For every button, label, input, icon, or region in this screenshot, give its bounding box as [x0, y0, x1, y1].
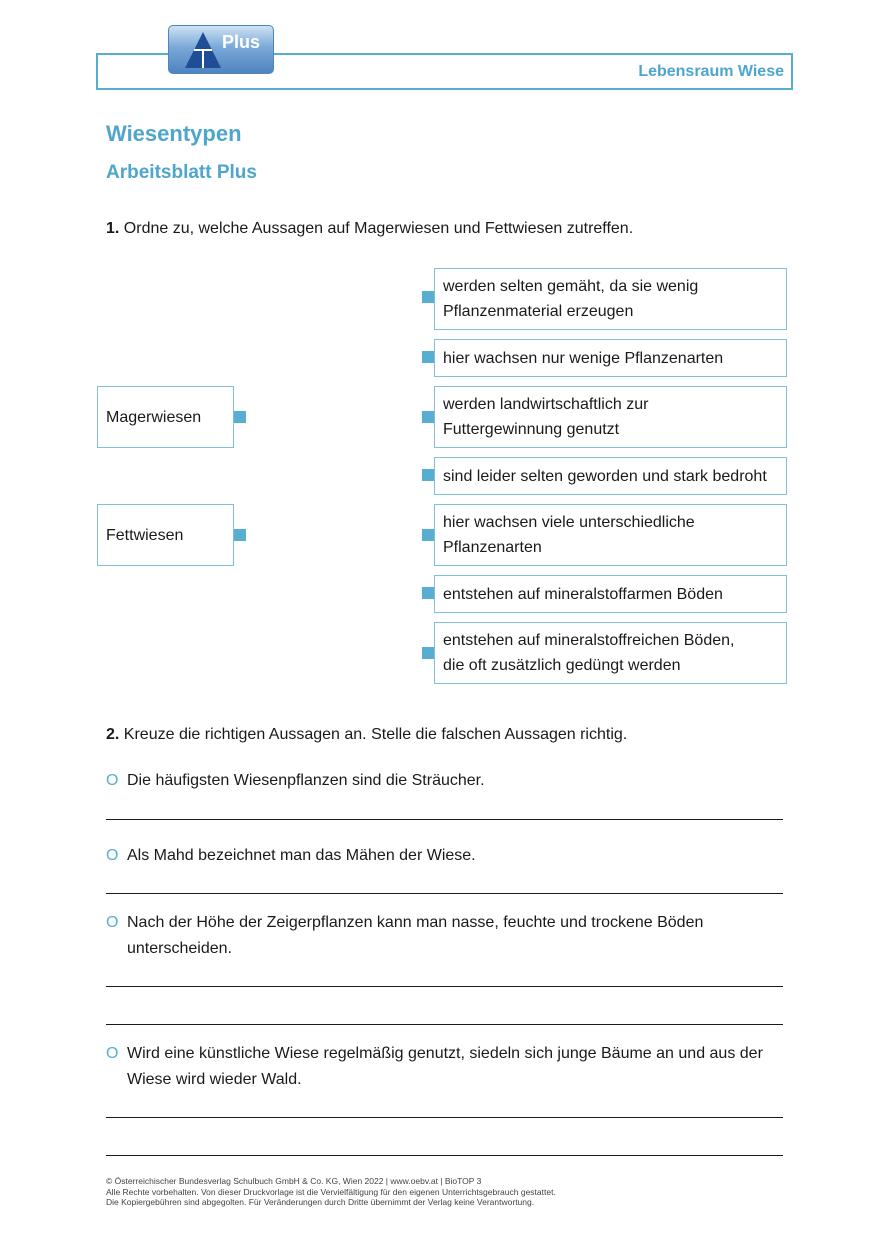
answer-line[interactable]	[106, 893, 783, 894]
page-subtitle: Arbeitsblatt Plus	[106, 162, 257, 183]
statement-line: unterscheiden.	[127, 940, 232, 957]
triangle-logo-icon	[183, 30, 223, 70]
checkbox-circle[interactable]: O	[106, 1045, 119, 1062]
right-box	[434, 504, 787, 566]
checkbox-circle[interactable]: O	[106, 772, 119, 789]
connector-dot-right[interactable]	[422, 529, 434, 541]
task1-instruction	[106, 220, 633, 238]
statement-line: Als Mahd bezeichnet man das Mähen der Wiese.	[127, 847, 476, 864]
right-box-line: werden selten gemäht, da sie wenig	[443, 278, 699, 295]
right-box-line: hier wachsen nur wenige Pflanzenarten	[443, 349, 724, 367]
task2-number: 2.	[106, 726, 120, 743]
right-box-line: sind leider selten geworden und stark bedroht	[443, 467, 767, 485]
statement	[127, 768, 787, 794]
logo-text: Plus	[222, 32, 261, 52]
connector-dot-right[interactable]	[422, 411, 434, 423]
left-box-label: Fettwiesen	[106, 526, 184, 544]
statement	[127, 843, 787, 869]
statement-line: Die häufigsten Wiesenpflanzen sind die Sträucher.	[127, 772, 485, 789]
checkbox-circle[interactable]: O	[106, 847, 119, 864]
checkbox-circle[interactable]: O	[106, 914, 119, 931]
answer-line[interactable]	[106, 1024, 783, 1025]
connector-dot-right[interactable]	[422, 587, 434, 599]
right-box	[434, 457, 787, 495]
footer-line: Alle Rechte vorbehalten. Von dieser Druckvorlage ist die Vervielfältigung für den eigenen Unterrichtsgebrauch gestattet.	[106, 1186, 556, 1197]
answer-line[interactable]	[106, 1117, 783, 1118]
task1-number: 1.	[106, 220, 120, 237]
connector-dot-right[interactable]	[422, 647, 434, 659]
right-box-line: die oft zusätzlich gedüngt werden	[443, 657, 681, 674]
right-box-line: Futtergewinnung genutzt	[443, 421, 620, 438]
statement	[127, 910, 787, 962]
footer-line: Die Kopiergebühren sind abgegolten. Für Veränderungen durch Dritte übernimmt der Verlag keine Verantwortung.	[106, 1197, 535, 1207]
task1-text: Ordne zu, welche Aussagen auf Magerwiesen und Fettwiesen zutreffen.	[123, 220, 634, 237]
footer	[106, 1176, 556, 1208]
statement-line: Nach der Höhe der Zeigerpflanzen kann man nasse, feuchte und trockene Böden	[127, 914, 704, 931]
statement-line: Wiese wird wieder Wald.	[127, 1071, 302, 1088]
statement	[127, 1041, 787, 1093]
connector-dot-right[interactable]	[422, 351, 434, 363]
right-box	[434, 339, 787, 377]
right-box-line: hier wachsen viele unterschiedliche	[443, 514, 695, 531]
right-box	[434, 622, 787, 684]
right-box-line: entstehen auf mineralstoffarmen Böden	[443, 585, 723, 603]
left-box-magerwiesen	[97, 386, 234, 448]
answer-line[interactable]	[106, 819, 783, 820]
connector-dot-left[interactable]	[234, 529, 246, 541]
right-box-line: Pflanzenarten	[443, 539, 542, 556]
right-box-line: entstehen auf mineralstoffreichen Böden,	[443, 632, 735, 649]
left-box-fettwiesen	[97, 504, 234, 566]
footer-line: © Österreichischer Bundesverlag Schulbuch GmbH & Co. KG, Wien 2022 | www.oebv.at | BioTOP 3	[106, 1176, 482, 1186]
answer-line[interactable]	[106, 986, 783, 987]
connector-dot-right[interactable]	[422, 291, 434, 303]
task2-text: Kreuze die richtigen Aussagen an. Stelle die falschen Aussagen richtig.	[123, 726, 628, 743]
right-box	[434, 575, 787, 613]
task2-instruction	[106, 726, 627, 744]
right-box	[434, 268, 787, 330]
page-title: Wiesentypen	[106, 121, 242, 146]
statement-line: Wird eine künstliche Wiese regelmäßig genutzt, siedeln sich junge Bäume an und aus der	[127, 1045, 763, 1062]
right-box-line: Pflanzenmaterial erzeugen	[443, 303, 634, 320]
connector-dot-right[interactable]	[422, 469, 434, 481]
section-title: Lebensraum Wiese	[638, 63, 784, 80]
connector-dot-left[interactable]	[234, 411, 246, 423]
answer-line[interactable]	[106, 1155, 783, 1156]
left-box-label: Magerwiesen	[106, 408, 202, 426]
right-box-line: werden landwirtschaftlich zur	[443, 396, 649, 413]
right-box	[434, 386, 787, 448]
